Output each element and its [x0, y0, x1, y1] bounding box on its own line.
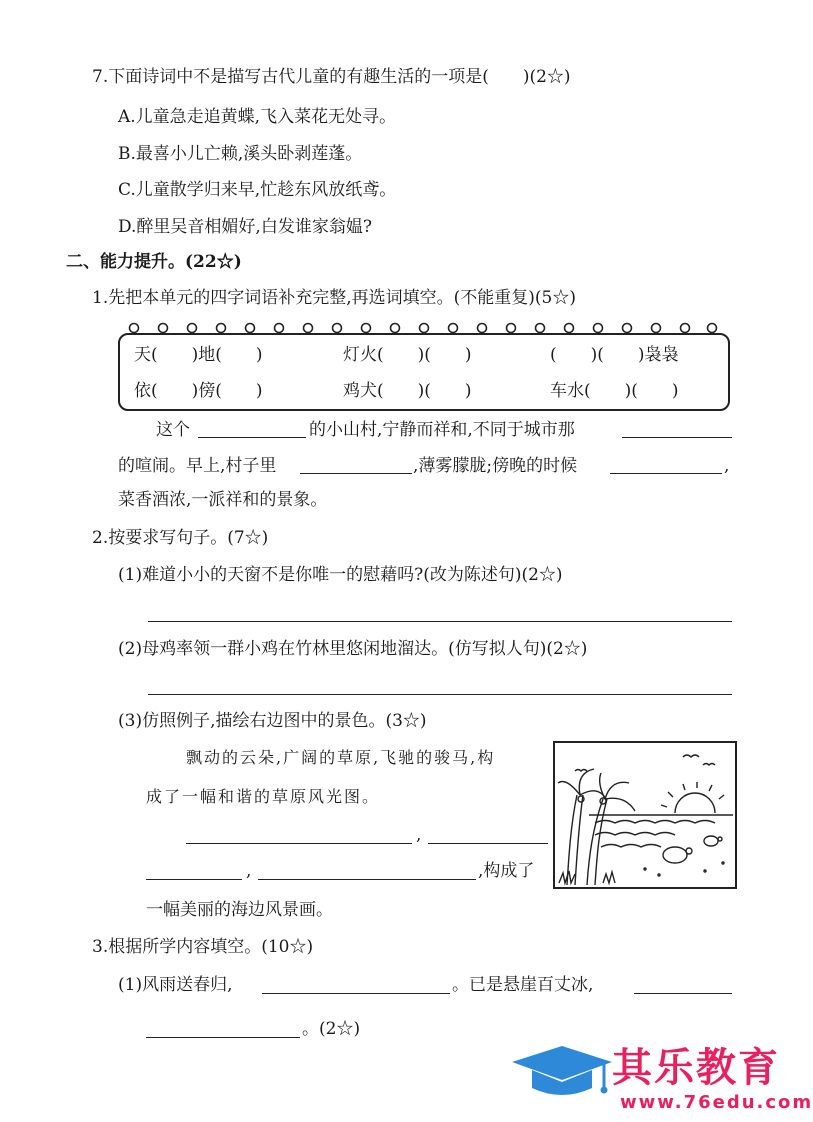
imitate-comma-1: , — [416, 825, 422, 845]
passage-1a: 这个 — [156, 420, 190, 440]
passage-1b: 的小山村,宁静而祥和,不同于城市那 — [309, 420, 575, 440]
passage-blank-4[interactable] — [610, 473, 722, 474]
brand-url: www.76edu.com — [620, 1092, 813, 1113]
word-1-1: 天( )地( ) — [134, 345, 263, 365]
imitate-ending: ,构成了 — [478, 861, 535, 881]
q3-sub1c: 。(2☆) — [302, 1019, 361, 1039]
q3-sub1a: (1)风雨送春归, — [118, 975, 233, 995]
word-1-3: ( )( )袅袅 — [550, 345, 679, 365]
word-2-1: 依( )傍( ) — [134, 381, 263, 401]
passage-2b: ,薄雾朦胧;傍晚的时候 — [413, 456, 578, 476]
passage-2a: 的喧闹。早上,村子里 — [118, 456, 277, 476]
q2-sub2: (2)母鸡率领一群小鸡在竹林里悠闲地溜达。(仿写拟人句)(2☆) — [118, 639, 588, 659]
q2-stem: 2.按要求写句子。(7☆) — [92, 528, 269, 548]
passage-blank-2[interactable] — [622, 437, 732, 438]
passage-blank-3[interactable] — [300, 473, 412, 474]
word-1-2: 灯火( )( ) — [343, 345, 472, 365]
answer-line-1[interactable] — [148, 621, 732, 622]
word-2-2: 鸡犬( )( ) — [343, 381, 472, 401]
q2-sub3: (3)仿照例子,描绘右边图中的景色。(3☆) — [118, 711, 427, 731]
q1-stem: 1.先把本单元的四字词语补充完整,再选词填空。(不能重复)(5☆) — [92, 288, 576, 308]
q7-option-d: D.醉里吴音相媚好,白发谁家翁媪? — [118, 217, 372, 237]
example-line-2: 成了一幅和谐的草原风光图。 — [146, 787, 381, 806]
word-2-3: 车水( )( ) — [550, 381, 679, 401]
q7-option-c: C.儿童散学归来早,忙趁东风放纸鸢。 — [118, 180, 397, 200]
imitate-blank-4[interactable] — [258, 879, 476, 880]
q3-sub1b: 。已是悬崖百丈冰, — [452, 975, 594, 995]
imitate-ending-2: 一幅美丽的海边风景画。 — [146, 900, 333, 920]
q2-sub1: (1)难道小小的天窗不是你唯一的慰藉吗?(改为陈述句)(2☆) — [118, 565, 563, 585]
passage-2c: , — [724, 456, 730, 476]
answer-line-2[interactable] — [148, 694, 732, 695]
passage-blank-1[interactable] — [198, 437, 306, 438]
example-line-1: 飘动的云朵,广阔的草原,飞驰的骏马,构 — [186, 748, 496, 767]
poem-blank-3[interactable] — [146, 1037, 300, 1038]
seaside-picture — [553, 741, 737, 889]
passage-3: 菜香酒浓,一派祥和的景象。 — [118, 490, 328, 510]
q7-option-a: A.儿童急走追黄蝶,飞入菜花无处寻。 — [118, 107, 397, 127]
seaside-drawing — [555, 743, 735, 887]
imitate-blank-3[interactable] — [146, 879, 242, 880]
section-heading: 二、能力提升。(22☆) — [66, 252, 242, 272]
notebook-rings — [128, 320, 718, 340]
q7-option-b: B.最喜小儿亡赖,溪头卧剥莲蓬。 — [118, 144, 363, 164]
imitate-blank-2[interactable] — [428, 843, 548, 844]
poem-blank-2[interactable] — [634, 993, 732, 994]
poem-blank-1[interactable] — [262, 993, 450, 994]
imitate-comma-2: , — [246, 861, 252, 881]
q3-stem: 3.根据所学内容填空。(10☆) — [92, 937, 314, 957]
graduation-cap-icon — [512, 1046, 612, 1095]
imitate-blank-1[interactable] — [186, 843, 412, 844]
brand-name: 其乐教育 — [612, 1045, 780, 1091]
q7-stem: 7.下面诗词中不是描写古代儿童的有趣生活的一项是( )(2☆) — [92, 67, 571, 87]
